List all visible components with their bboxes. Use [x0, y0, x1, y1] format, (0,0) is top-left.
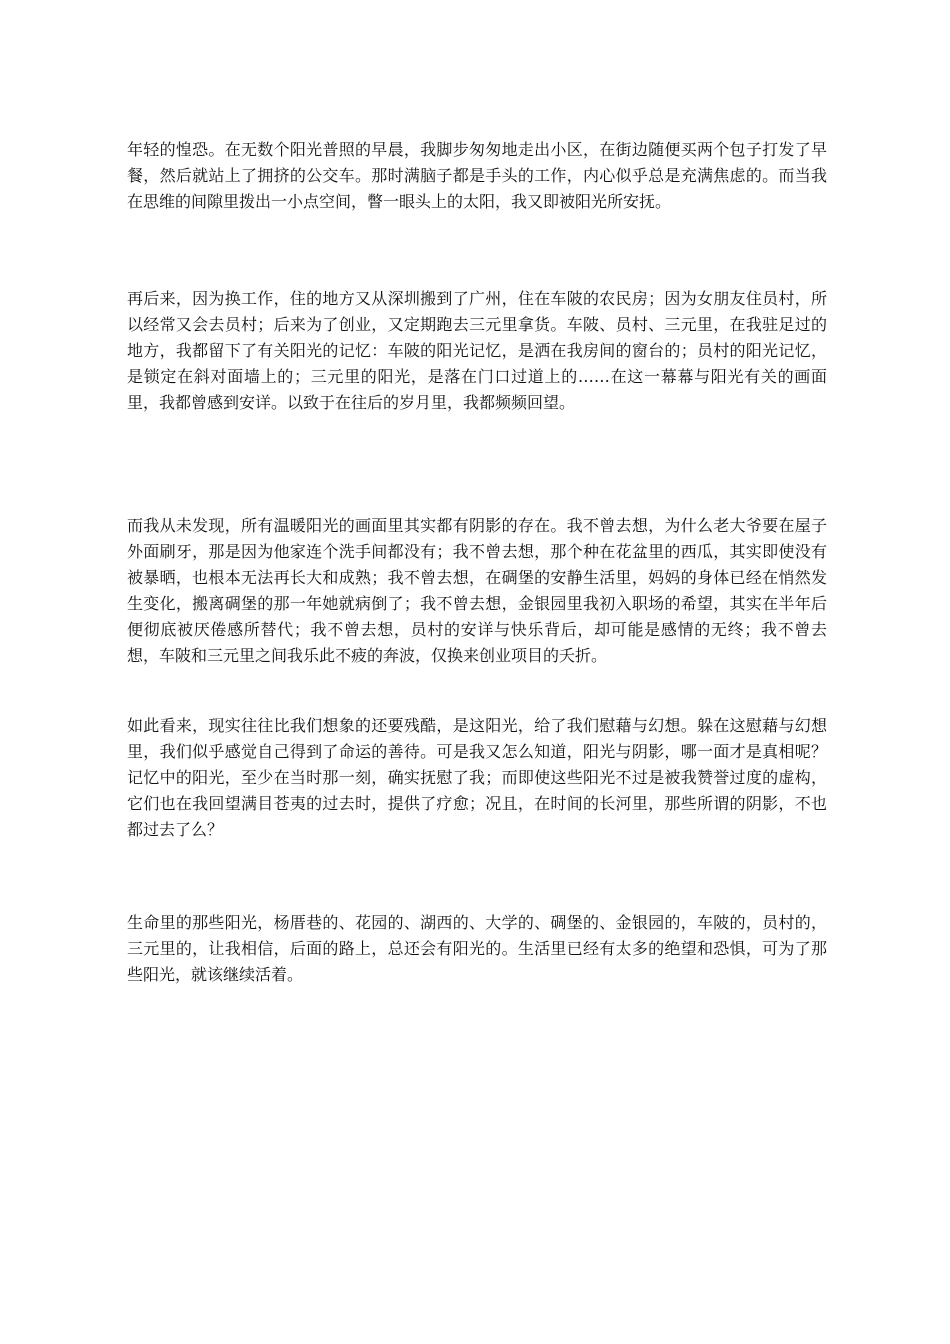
paragraph-3: 而我从未发现，所有温暖阳光的画面里其实都有阴影的存在。我不曾去想，为什么老大爷要在屋子外面刷牙，那是因为他家连个洗手间都没有；我不曾去想，那个种在花盆里的西瓜，其实即使没有被暴晒，也根本无法再长大和成熟；我不曾去想，在碉堡的安静生活里，妈妈的身体已经在悄然发生变化，搬离碉堡的那一年她就病倒了；我不曾去想，金银园里我初入职场的希望，其实在半年后便彻底被厌倦感所替代；我不曾去想，员村的安详与快乐背后，却可能是感情的无终；我不曾去想，车陂和三元里之间我乐此不疲的奔波，仅换来创业项目的夭折。 — [127, 516, 827, 665]
paragraph-5: 生命里的那些阳光，杨厝巷的、花园的、湖西的、大学的、碉堡的、金银园的，车陂的，员村的，三元里的，让我相信，后面的路上，总还会有阳光的。生活里已经有太多的绝望和恐惧，可为了那些阳光，就该继续活着。 — [127, 913, 827, 984]
paragraph-2: 再后来，因为换工作，住的地方又从深圳搬到了广州，住在车陂的农民房；因为女朋友住员村，所以经常又会去员村；后来为了创业，又定期跑去三元里拿货。车陂、员村、三元里，在我驻足过的地方，我都留下了有关阳光的记忆：车陂的阳光记忆，是洒在我房间的窗台的；员村的阳光记忆，是锁定在斜对面墙上的；三元里的阳光，是落在门口过道上的……在这一幕幕与阳光有关的画面里，我都曾感到安详。以致于在往后的岁月里，我都频频回望。 — [127, 289, 827, 412]
paragraph-1: 年轻的惶恐。在无数个阳光普照的早晨，我脚步匆匆地走出小区，在街边随便买两个包子打发了早餐，然后就站上了拥挤的公交车。那时满脑子都是手头的工作，内心似乎总是充满焦虑的。而当我在思维的间隙里拨出一小点空间，瞥一眼头上的太阳，我又即被阳光所安抚。 — [127, 140, 827, 211]
paragraph-4: 如此看来，现实往往比我们想象的还要残酷，是这阳光，给了我们慰藉与幻想。躲在这慰藉与幻想里，我们似乎感觉自己得到了命运的善待。可是我又怎么知道，阳光与阴影，哪一面才是真相呢？记忆中的阳光，至少在当时那一刻，确实抚慰了我；而即使这些阳光不过是被我赞誉过度的虚构，它们也在我回望满目苍夷的过去时，提供了疗愈；况且，在时间的长河里，那些所谓的阴影，不也都过去了么？ — [127, 716, 827, 839]
